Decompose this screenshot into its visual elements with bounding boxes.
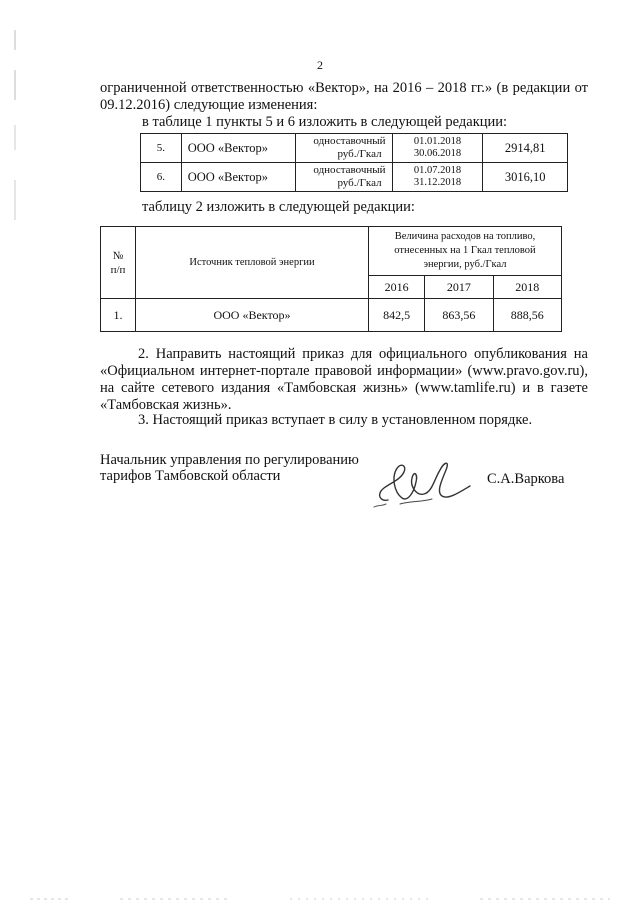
header-number-abbr: п/п [110,263,126,276]
header-fuel-costs [369,227,562,276]
table-header-row [101,227,562,276]
header-fuel-line: энергии, руб./Гкал [423,259,507,270]
year-2018: 2018 [493,276,561,299]
organization-cell: ООО «Вектор» [181,134,295,163]
table1 [140,133,568,192]
scan-bottom-marks [30,897,610,901]
header-number [101,227,136,299]
table-row [101,299,562,332]
header-fuel-line: Величина расходов на топливо, [394,231,536,242]
period-start: 01.07.2018 [413,165,462,176]
signer-name: С.А.Варкова [487,471,565,487]
row-number: 1. [101,299,136,332]
table-row [141,163,568,192]
value-2017: 863,56 [425,299,493,332]
period-end: 31.12.2018 [413,177,462,188]
intro-paragraph: ограниченной ответственностью «Вектор», на 2016 – 2018 гг.» (в редакции от 09.12.2016) следующие изменения: [100,80,588,113]
handwritten-signature [370,452,480,512]
year-2016: 2016 [369,276,425,299]
header-source: Источник тепловой энергии [136,227,369,299]
tariff-kind: одноставочный [313,164,386,176]
period-start: 01.01.2018 [413,136,462,147]
value-2016: 842,5 [369,299,425,332]
value-2018: 888,56 [493,299,561,332]
table2-intro: таблицу 2 изложить в следующей редакции: [142,199,415,215]
tariff-value-cell: 3016,10 [483,163,568,192]
tariff-unit: руб./Гкал [337,148,382,160]
tariff-kind-cell [295,134,392,163]
signer-position-line: тарифов Тамбовской области [100,468,281,484]
signer-position-line: Начальник управления по регулированию [100,452,359,468]
scan-margin-marks [12,30,18,230]
item-3-paragraph: 3. Настоящий приказ вступает в силу в установленном порядке. [138,412,533,428]
tariff-value-cell: 2914,81 [483,134,568,163]
signer-position [100,452,359,484]
table-row [141,134,568,163]
period-cell [392,163,483,192]
source-cell: ООО «Вектор» [136,299,369,332]
row-number: 5. [141,134,182,163]
table2 [100,226,562,332]
organization-cell: ООО «Вектор» [181,163,295,192]
item-2-paragraph: 2. Направить настоящий приказ для официального опубликования на «Официальном интернет-портале правовой информации» (www.pravo.gov.ru), на сайте сетевого издания «Тамбовская жизнь» (www.tamlife.ru) и в газете «Тамбовская жизнь». [100,346,588,413]
page-number: 2 [317,58,323,72]
row-number: 6. [141,163,182,192]
tariff-kind-cell [295,163,392,192]
period-cell [392,134,483,163]
year-2017: 2017 [425,276,493,299]
tariff-kind: одноставочный [313,135,386,147]
period-end: 30.06.2018 [413,148,462,159]
header-fuel-line: отнесенных на 1 Гкал тепловой [394,245,536,256]
tariff-unit: руб./Гкал [337,177,382,189]
header-number-sign: № [112,249,124,262]
table1-intro: в таблице 1 пункты 5 и 6 изложить в следующей редакции: [142,114,508,130]
